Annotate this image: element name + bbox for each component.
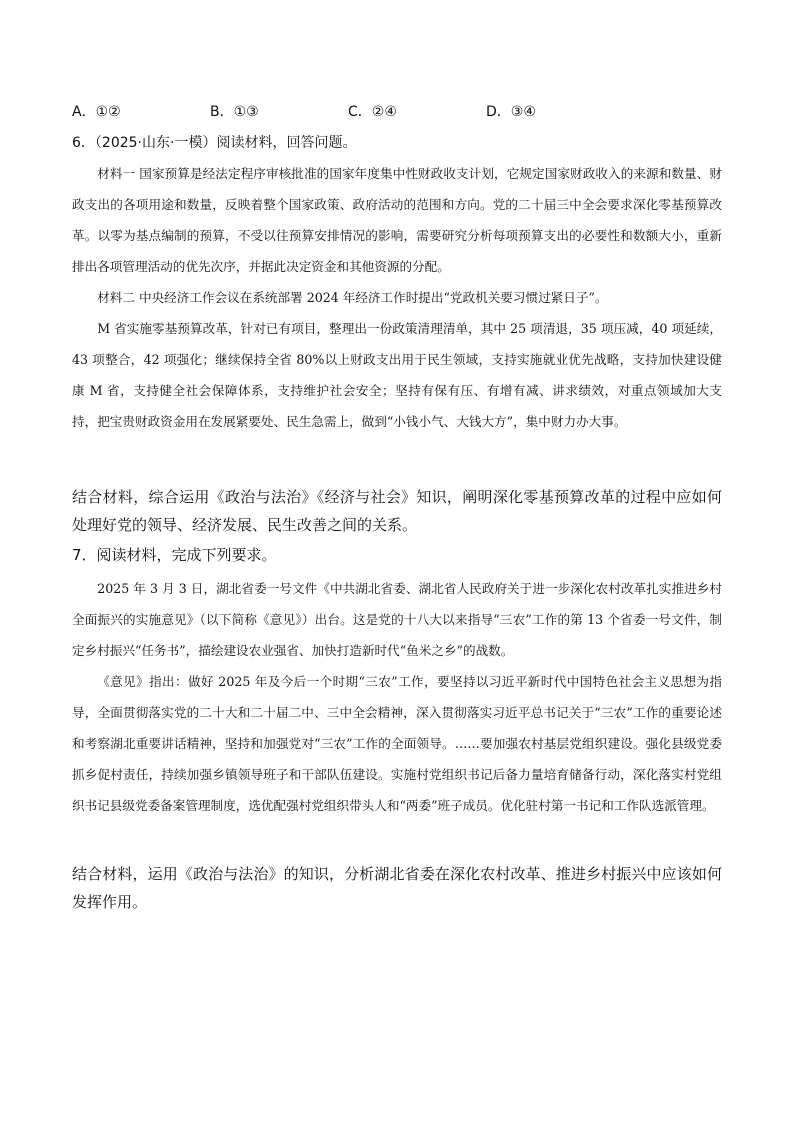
q7-materials <box>72 573 722 821</box>
q7-task-text: 结合材料，运用《政治与法治》的知识，分析湖北省委在深化农村改革、推进乡村振兴中应该如何发挥作用。 <box>72 865 722 911</box>
q7-paragraph-1: 2025 年 3 月 3 日，湖北省委一号文件《中共湖北省委、湖北省人民政府关于进一步深化农村改革扎实推进乡村全面振兴的实施意见》（以下简称《意见》）出台。这是党的十八大以来指导“三农”工作的第 13 个省委一号文件，制定乡村振兴“任务书”，描绘建设农业强省、加快打造新时代“鱼米之乡”的战数。 <box>72 581 722 658</box>
q7-heading <box>72 545 277 565</box>
q6-source: （2025·山东·一模） <box>94 135 217 151</box>
q6-heading <box>72 133 356 153</box>
option-d: D．③④ <box>486 104 536 120</box>
q7-paragraph-2: 《意见》指出：做好 2025 年及今后一个时期“三农”工作，要坚持以习近平新时代中国特色社会主义思想为指导，全面贯彻落实党的二十大和二十届二中、三中全会精神，深入贯彻落实习近平总书记关于“三农”工作的重要论述和考察湖北重要讲话精神，坚持和加强党对“三农”工作的全面领导。……要加强农村基层党组织建设。强化县级党委抓乡促村责任，持续加强乡镇领导班子和干部队伍建设。实施村党组织书记后备力量培育储备行动，深化落实村党组织书记县级党委备案管理制度，选优配强村党组织带头人和“两委”班子成员。优化驻村第一书记和工作队选派管理。 <box>72 674 722 813</box>
q5-answer-options <box>72 101 722 121</box>
q6-materials <box>72 158 722 437</box>
option-a: A．①② <box>72 104 121 120</box>
q6-number: 6． <box>72 135 95 151</box>
q7-number: 7． <box>72 546 97 564</box>
option-b: B．①③ <box>210 104 259 120</box>
q6-material-1: 材料一 国家预算是经法定程序审核批准的国家年度集中性财政收支计划，它规定国家财政收入的来源和数量、财政支出的各项用途和数量，反映着整个国家政策、政府活动的范围和方向。党的二十届三中全会要求深化零基预算改革。以零为基点编制的预算，不受以往预算安排情况的影响，需要研究分析每项预算支出的必要性和数额大小，重新排出各项管理活动的优先次序，并据此决定资金和其他资源的分配。 <box>72 166 722 274</box>
q7-stem: 阅读材料，完成下列要求。 <box>96 546 277 564</box>
q7-task <box>72 860 722 916</box>
q6-task-text: 结合材料，综合运用《政治与法治》《经济与社会》知识，阐明深化零基预算改革的过程中应如何处理好党的领导、经济发展、民生改善之间的关系。 <box>72 488 722 534</box>
q6-task <box>72 483 722 539</box>
q6-material-3: M 省实施零基预算改革，针对已有项目，整理出一份政策清理清单，其中 25 项清退，35 项压减，40 项延续，43 项整合，42 项强化；继续保持全省 80%以上财政支出用于民生领域，支持实施就业优先战略，支持加快建设健康 M 省，支持健全社会保障体系，支持维护社会安全；坚持有保有压、有增有减、讲求绩效，对重点领域加大支持，把宝贵财政资金用在发展紧要处、民生急需上，做到“小钱小气、大钱大方”，集中财力办大事。 <box>72 321 722 429</box>
q6-stem: 阅读材料，回答问题。 <box>216 135 357 151</box>
option-c: C．②④ <box>348 104 397 120</box>
q6-material-2: 材料二 中央经济工作会议在系统部署 2024 年经济工作时提出“党政机关要习惯过紧日子”。 <box>97 290 608 305</box>
